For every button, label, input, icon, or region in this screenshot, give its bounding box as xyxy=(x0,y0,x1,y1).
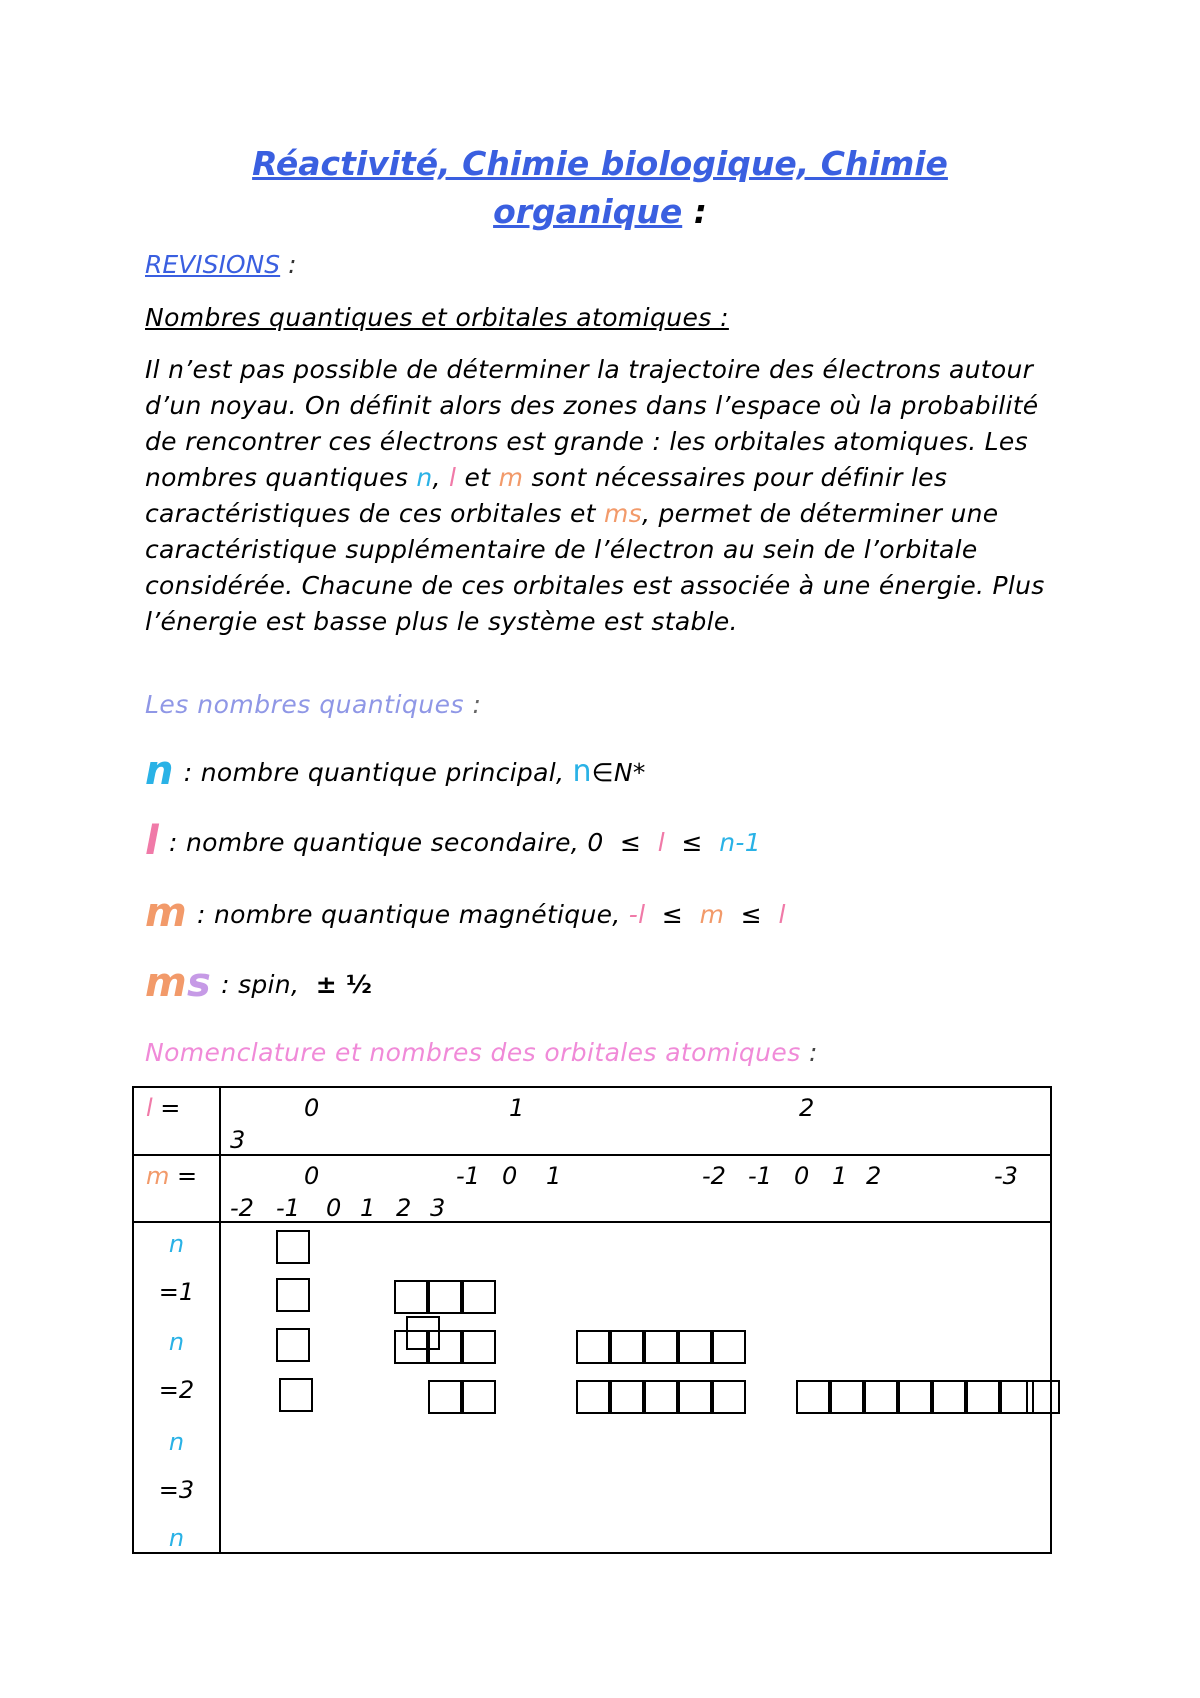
m-value: 0 xyxy=(304,1162,320,1190)
orbital-box xyxy=(279,1378,313,1412)
header-m-label xyxy=(146,1162,197,1190)
para-l: l xyxy=(449,463,457,492)
m-inline-symbol: m xyxy=(699,900,725,929)
para-n: n xyxy=(416,463,433,492)
n-description: : nombre quantique principal, xyxy=(183,758,573,787)
m-symbol: m xyxy=(145,890,187,936)
para-sep1: , xyxy=(432,463,450,492)
m-value: -2 xyxy=(702,1162,726,1190)
para-text-2: et xyxy=(456,463,499,492)
header-m-symbol: m xyxy=(146,1162,170,1190)
n-label-eq: =2 xyxy=(158,1376,195,1404)
m-value: 1 xyxy=(546,1162,562,1190)
l-value-2: 2 xyxy=(799,1094,815,1122)
table-row-divider-2 xyxy=(134,1221,1050,1223)
n-label xyxy=(134,1278,219,1306)
para-m: m xyxy=(498,463,524,492)
quantum-numbers-heading xyxy=(145,690,481,719)
n-label-eq: =1 xyxy=(158,1278,195,1306)
para-text-1: Il n’est pas possible de déterminer la trajectoire des électrons autour d’un noyau. On définit alors des zones dans l’espace où la probabilité de rencontrer ces électrons est grande : les orbitales atomiques. Les nombres quantiques xyxy=(145,355,1039,492)
m-value: 0 xyxy=(326,1194,342,1222)
m-value: -3 xyxy=(994,1162,1018,1190)
orbital-box xyxy=(576,1330,610,1364)
orbital-box xyxy=(428,1280,462,1314)
n-inline-symbol: n xyxy=(572,754,592,789)
orbital-box xyxy=(712,1380,746,1414)
m-value: 1 xyxy=(360,1194,376,1222)
title-colon: : xyxy=(682,192,707,231)
revisions-label: REVISIONS xyxy=(145,250,281,279)
orbital-box xyxy=(678,1330,712,1364)
orbital-box xyxy=(796,1380,830,1414)
orbital-box xyxy=(712,1330,746,1364)
n-label xyxy=(134,1328,219,1356)
orbital-box xyxy=(678,1380,712,1414)
revisions-colon: : xyxy=(280,250,297,279)
orbital-box xyxy=(644,1380,678,1414)
l-range-start: 0 ≤ xyxy=(587,828,658,857)
orbitals-table xyxy=(132,1086,1052,1554)
l-value-3: 3 xyxy=(230,1126,246,1154)
m-value: -1 xyxy=(748,1162,772,1190)
orbital-box xyxy=(462,1380,496,1414)
title-line-1: Réactivité, Chimie biologique, Chimie xyxy=(252,144,948,183)
m-value: -1 xyxy=(456,1162,480,1190)
para-text-4: , permet de déterminer une caractéristique supplémentaire de l’électron au sein de l’orbitale considérée. Chacune de ces orbitales est associée à une énergie. Plus l’énergie est basse plus le système est stable. xyxy=(145,499,1045,636)
n-label xyxy=(134,1476,219,1504)
revisions-heading xyxy=(145,250,297,279)
n-label-symbol: n xyxy=(168,1230,185,1258)
orbital-box xyxy=(576,1380,610,1414)
table-row-divider-1 xyxy=(134,1154,1050,1156)
ms-symbol xyxy=(145,960,211,1006)
orbital-box xyxy=(462,1280,496,1314)
orbital-box xyxy=(276,1278,310,1312)
n-label xyxy=(134,1428,219,1456)
l-symbol: l xyxy=(145,818,160,864)
l-description: : nombre quantique secondaire, xyxy=(169,828,588,857)
m-le-2: ≤ xyxy=(724,900,779,929)
ms-symbol-m: m xyxy=(145,960,187,1006)
quantum-m-line xyxy=(145,890,786,936)
n-label-eq: =3 xyxy=(158,1476,195,1504)
n-label-symbol: n xyxy=(168,1524,185,1552)
para-ms: ms xyxy=(604,499,642,528)
orbital-box xyxy=(1026,1380,1060,1414)
header-m-eq: = xyxy=(169,1162,198,1190)
table-column-divider xyxy=(219,1088,221,1552)
para-text-3: sont nécessaires pour définir les caractéristiques de ces orbitales et xyxy=(145,463,948,528)
m-range-end: l xyxy=(778,900,786,929)
ms-value: ± ½ xyxy=(315,970,373,999)
orbital-box xyxy=(276,1328,310,1362)
orbital-box xyxy=(428,1380,462,1414)
quantum-l-line xyxy=(145,818,761,864)
m-value: -1 xyxy=(276,1194,300,1222)
m-value: 3 xyxy=(430,1194,446,1222)
orbital-box xyxy=(932,1380,966,1414)
m-le-1: ≤ xyxy=(645,900,700,929)
n-set: ∈N* xyxy=(591,758,646,787)
n-label xyxy=(134,1524,219,1552)
n-label xyxy=(134,1376,219,1404)
orbital-box xyxy=(394,1280,428,1314)
ms-symbol-s: s xyxy=(186,960,212,1006)
section-subheading: Nombres quantiques et orbitales atomiques : xyxy=(145,303,729,332)
m-value: 1 xyxy=(832,1162,848,1190)
l-value-0: 0 xyxy=(304,1094,320,1122)
orbital-box xyxy=(406,1316,440,1350)
n-symbol: n xyxy=(145,748,174,794)
orbital-box xyxy=(610,1330,644,1364)
orbital-box xyxy=(610,1380,644,1414)
title-line-2: organique xyxy=(493,192,683,231)
l-range-end: n-1 xyxy=(719,828,761,857)
n-label-symbol: n xyxy=(168,1328,185,1356)
ms-description: : spin, xyxy=(221,970,316,999)
orbital-box xyxy=(462,1330,496,1364)
quantum-numbers-colon: : xyxy=(464,690,482,719)
l-value-1: 1 xyxy=(509,1094,525,1122)
orbital-box xyxy=(276,1230,310,1264)
header-l-label xyxy=(146,1094,180,1122)
nomenclature-colon: : xyxy=(800,1038,818,1067)
m-value: 2 xyxy=(396,1194,412,1222)
quantum-numbers-label: Les nombres quantiques xyxy=(145,690,465,719)
header-l-eq: = xyxy=(152,1094,181,1122)
intro-paragraph xyxy=(145,352,1060,640)
m-value: 0 xyxy=(794,1162,810,1190)
page-title xyxy=(145,140,1055,236)
m-value: 2 xyxy=(866,1162,882,1190)
l-le: ≤ xyxy=(665,828,720,857)
orbital-box xyxy=(966,1380,1000,1414)
l-inline-symbol: l xyxy=(657,828,666,857)
m-description: : nombre quantique magnétique, xyxy=(196,900,629,929)
orbital-box xyxy=(898,1380,932,1414)
quantum-ms-line xyxy=(145,960,372,1006)
n-label-symbol: n xyxy=(168,1428,185,1456)
orbital-box xyxy=(830,1380,864,1414)
header-l-symbol: l xyxy=(146,1094,153,1122)
orbital-box xyxy=(864,1380,898,1414)
m-range-start: -l xyxy=(628,900,646,929)
m-value: -2 xyxy=(230,1194,254,1222)
quantum-n-line xyxy=(145,748,646,794)
nomenclature-label: Nomenclature et nombres des orbitales atomiques xyxy=(145,1038,801,1067)
m-value: 0 xyxy=(502,1162,518,1190)
n-label xyxy=(134,1230,219,1258)
orbital-box xyxy=(644,1330,678,1364)
nomenclature-heading xyxy=(145,1038,818,1067)
